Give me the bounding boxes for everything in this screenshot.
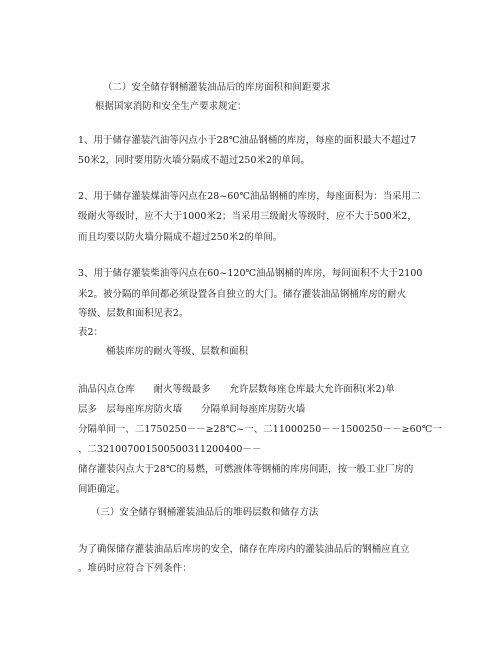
item3-line2: 米2。被分隔的单间都必须设置各自独立的大门。储存灌装油品钢桶库房的耐火 — [78, 289, 407, 300]
section-two-heading: （二）安全储存钢桶灌装油品后的库房面积和间距要求 — [103, 82, 331, 93]
table-row-3: 分隔单间一、二1750250－－≥28℃~一、二11000250－－1500250－－≥60℃一 — [78, 424, 442, 435]
intro-text: 根据国家消防和安全生产要求规定： — [95, 101, 247, 112]
table-label: 表2： — [78, 327, 104, 338]
note-line2: 间距确定。 — [78, 484, 126, 495]
closing-line1: 为了确保储存灌装油品后库房的安全，储存在库房内的灌装油品后的钢桶应直立 — [78, 544, 410, 555]
item3-line3: 等级、层数和面积见表2。 — [78, 308, 189, 319]
table-row-4: 、二321007001500500311200400－－ — [78, 444, 262, 455]
item3-line1: 3、用于储存灌装柴油等闪点在60~120℃油品钢桶的库房，每间面积不大于2100 — [78, 268, 423, 279]
table-caption: 桶装库房的耐火等级、层数和面积 — [106, 346, 249, 357]
item2-line3: 而且均要以防火墙分隔成不超过250米2的单间。 — [78, 232, 283, 243]
table-row-2: 层多 层每座库房防火墙 分隔单间每座库房防火墙 — [78, 404, 306, 415]
item2-line2: 级耐火等级时，应不大于1000米2；当采用三级耐火等级时，应不大于500米2， — [78, 211, 417, 222]
note-line1: 储存灌装闪点大于28℃的易燃，可燃液体等钢桶的库房间距，按一般工业厂房的 — [78, 464, 414, 475]
item1-line1: 1、用于储存灌装汽油等闪点小于28℃油品钢桶的库房，每座的面积最大不超过7 — [78, 135, 417, 146]
closing-line2: 。堆码时应符合下列条件： — [78, 563, 192, 574]
item1-line2: 50米2，同时要用防火墙分隔成不超过250米2的单间。 — [78, 155, 310, 166]
table-row-1: 油品闪点仓库 耐火等级最多 允许层数每座仓库最大允许面积(米2)单 — [78, 384, 395, 395]
section-three-heading: （三）安全储存钢桶灌装油品后的堆码层数和储存方法 — [91, 507, 319, 518]
item2-line1: 2、用于储存灌装煤油等闪点在28~60℃油品钢桶的库房，每座面积为：当采用二 — [78, 191, 421, 202]
